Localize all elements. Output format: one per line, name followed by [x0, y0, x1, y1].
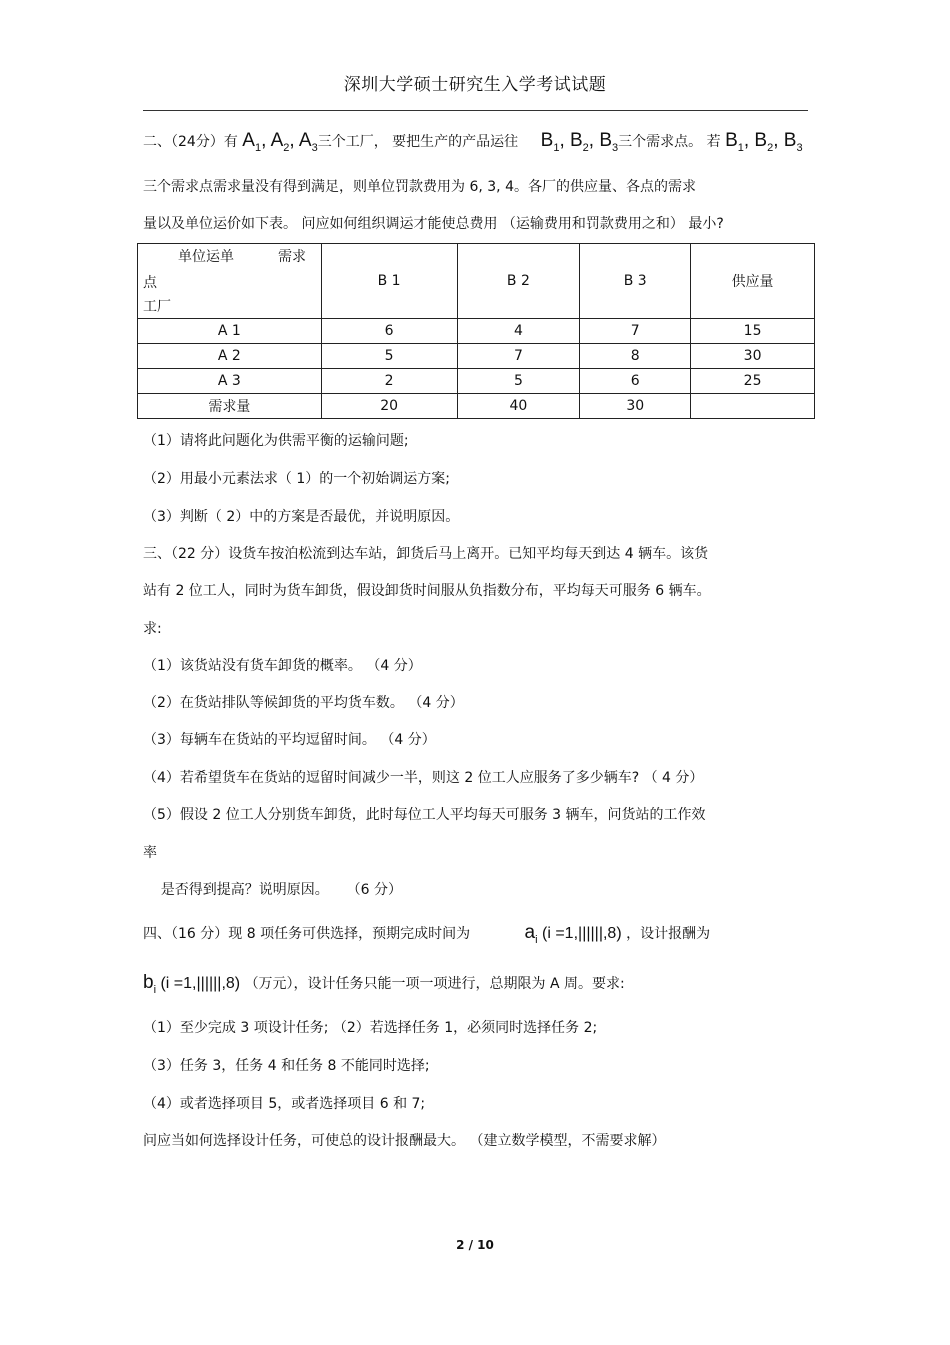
q2-line-1-b: 三个工厂， 要把生产的产品运往 — [317, 134, 519, 150]
table-header-cell: B 3 — [580, 244, 691, 319]
row-label: 需求量 — [138, 394, 322, 419]
page-number: 2 / 10 — [456, 1238, 494, 1252]
table-cell: 40 — [457, 394, 580, 419]
table-cell: 8 — [580, 344, 691, 369]
q4-line-2 — [143, 972, 625, 996]
header-rule — [143, 110, 808, 111]
corner-label-demand: 需求 — [278, 249, 306, 265]
table-cell: 7 — [457, 344, 580, 369]
table-cell: 2 — [321, 369, 457, 394]
table-cell: 6 — [321, 319, 457, 344]
row-label: A 1 — [138, 319, 322, 344]
q3-line: 率 — [143, 845, 157, 861]
table-cell: 30 — [580, 394, 691, 419]
q2-item-3: （3）判断（ 2）中的方案是否最优，并说明原因。 — [143, 509, 460, 525]
table-cell: 4 — [457, 319, 580, 344]
demand-points-math: $B_1$, $B_2$, $B_3$ — [540, 130, 619, 154]
table-corner-cell — [138, 244, 322, 319]
q3-line: 是否得到提高？说明原因。 （6 分） — [143, 882, 402, 898]
q3-line: 站有 2 位工人，同时为货车卸货，假设卸货时间服从负指数分布，平均每天可服务 6 辆车。 — [143, 583, 711, 599]
q3-line: （2）在货站排队等候卸货的平均货车数。 （4 分） — [143, 695, 464, 711]
table-header-cell: B 2 — [457, 244, 580, 319]
q2-line-1 — [143, 130, 803, 154]
bi-math: $b_i$ (i =1,||||||,8) — [143, 972, 241, 996]
table-cell — [691, 394, 815, 419]
corner-label-point: 点 — [143, 275, 157, 291]
table-header-cell: 供应量 — [691, 244, 815, 319]
q4-req: （1）至少完成 3 项设计任务; （2）若选择任务 1，必须同时选择任务 2; — [143, 1020, 598, 1036]
table-header-row — [138, 244, 815, 319]
table-cell: 6 — [580, 369, 691, 394]
table-cell: 15 — [691, 319, 815, 344]
q4-line-2-tail: （万元），设计任务只能一项一项进行，总期限为 A 周。要求: — [244, 976, 625, 992]
row-label: A 2 — [138, 344, 322, 369]
q3-line: （1）该货站没有货车卸货的概率。 （4 分） — [143, 658, 422, 674]
q3-line: （4）若希望货车在货站的逗留时间减少一半，则这 2 位工人应服务了多少辆车? （ 4 分） — [143, 770, 704, 786]
table-cell: 5 — [321, 344, 457, 369]
q4-line-1-tail: ，设计报酬为 — [626, 926, 711, 942]
corner-label-factory: 工厂 — [143, 299, 171, 315]
q3-line: 求: — [143, 621, 162, 637]
ellipsis-marks-icon: |||||| — [578, 925, 603, 942]
corner-label-cost: 单位运单 — [178, 249, 234, 265]
table-row — [138, 344, 815, 369]
q2-line-3: 量以及单位运价如下表。 问应如何组织调运才能使总费用 （运输费用和罚款费用之和） 最小? — [143, 216, 724, 232]
row-label: A 3 — [138, 369, 322, 394]
q3-line: （5）假设 2 位工人分别货车卸货，此时每位工人平均每天可服务 3 辆车，问货站的工作效 — [143, 807, 706, 823]
table-header-cell: B 1 — [321, 244, 457, 319]
table-row — [138, 394, 815, 419]
q2-line-1-c: 三个需求点。 若 — [618, 134, 721, 150]
q2-line-2: 三个需求点需求量没有得到满足，则单位罚款费用为 6, 3, 4。各厂的供应量、各点的需求 — [143, 179, 696, 195]
q2-line-1-a: 二、（24分）有 — [143, 134, 238, 150]
q4-req: 问应当如何选择设计任务，可使总的设计报酬最大。 （建立数学模型，不需要求解） — [143, 1133, 666, 1149]
demand-points-math-2: $B_1$, $B_2$, $B_3$ — [725, 130, 803, 154]
table-cell: 5 — [457, 369, 580, 394]
q2-item-2: （2）用最小元素法求（ 1）的一个初始调运方案; — [143, 471, 450, 487]
q4-req: （3）任务 3，任务 4 和任务 8 不能同时选择; — [143, 1058, 430, 1074]
ellipsis-marks-icon: |||||| — [196, 975, 222, 992]
q3-line: 三、（22 分）设货车按泊松流到达车站，卸货后马上离开。已知平均每天到达 4 辆车。该货 — [143, 546, 709, 562]
q3-line: （3）每辆车在货站的平均逗留时间。 （4 分） — [143, 732, 436, 748]
ai-math: $a_i$ (i =1,||||||,8) — [524, 922, 622, 946]
q2-item-1: （1）请将此问题化为供需平衡的运输问题; — [143, 433, 409, 449]
table-cell: 25 — [691, 369, 815, 394]
table-cell: 30 — [691, 344, 815, 369]
table-row — [138, 319, 815, 344]
q4-line-1-text: 四、（16 分）现 8 项任务可供选择，预期完成时间为 — [143, 926, 471, 942]
table-cell: 7 — [580, 319, 691, 344]
table-cell: 20 — [321, 394, 457, 419]
transport-table — [137, 243, 815, 419]
table-row — [138, 369, 815, 394]
q4-req: （4）或者选择项目 5，或者选择项目 6 和 7; — [143, 1096, 426, 1112]
factories-math: $A_1$, $A_2$, $A_3$ — [242, 130, 318, 154]
q4-line-1 — [143, 922, 710, 946]
page-title: 深圳大学硕士研究生入学考试试题 — [343, 75, 607, 95]
